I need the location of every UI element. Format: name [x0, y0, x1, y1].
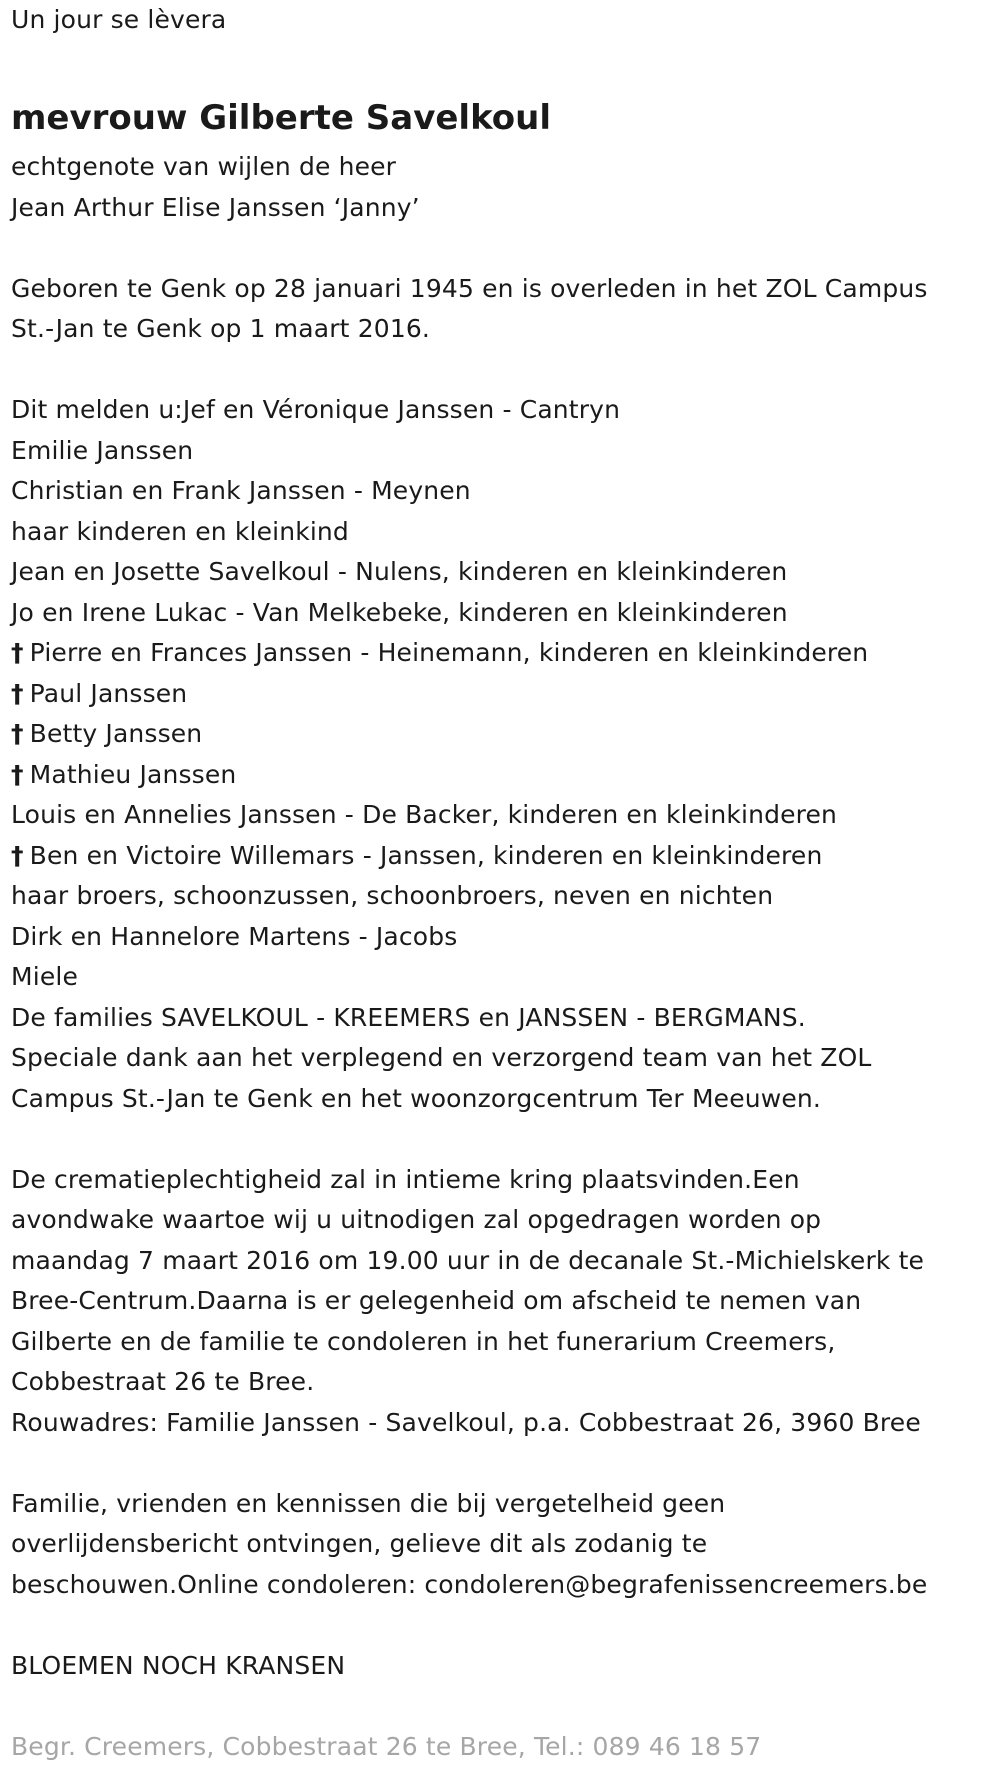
family-line-deceased — [11, 836, 996, 877]
ceremony-line: De crematieplechtigheid zal in intieme kring plaatsvinden.Een — [11, 1160, 996, 1201]
family-line: De families SAVELKOUL - KREEMERS en JANSSEN - BERGMANS. — [11, 998, 996, 1039]
spacer — [11, 1443, 996, 1484]
family-line: haar kinderen en kleinkind — [11, 512, 996, 553]
ceremony-line: maandag 7 maart 2016 om 19.00 uur in de decanale St.-Michielskerk te — [11, 1241, 996, 1282]
family-line-text: Pierre en Frances Janssen - Heinemann, kinderen en kleinkinderen — [30, 638, 869, 667]
funeral-home-footer: Begr. Creemers, Cobbestraat 26 te Bree, Tel.: 089 46 18 57 — [11, 1727, 996, 1767]
family-line: Dirk en Hannelore Martens - Jacobs — [11, 917, 996, 958]
family-line-text: Paul Janssen — [30, 679, 188, 708]
spacer — [11, 1119, 996, 1160]
family-line-deceased — [11, 633, 996, 674]
notice-line: beschouwen.Online condoleren: condoleren@begrafenissencreemers.be — [11, 1565, 996, 1606]
motto: Un jour se lèvera — [11, 0, 996, 41]
spacer — [11, 1686, 996, 1727]
ceremony-line: avondwake waartoe wij u uitnodigen zal opgedragen worden op — [11, 1200, 996, 1241]
cross-icon: † — [11, 841, 24, 870]
family-line: Christian en Frank Janssen - Meynen — [11, 471, 996, 512]
family-line: Jean en Josette Savelkoul - Nulens, kinderen en kleinkinderen — [11, 552, 996, 593]
cross-icon: † — [11, 679, 24, 708]
family-line-text: Ben en Victoire Willemars - Janssen, kinderen en kleinkinderen — [30, 841, 823, 870]
cross-icon: † — [11, 719, 24, 748]
cross-icon: † — [11, 638, 24, 667]
family-line: haar broers, schoonzussen, schoonbroers, neven en nichten — [11, 876, 996, 917]
family-line: Louis en Annelies Janssen - De Backer, kinderen en kleinkinderen — [11, 795, 996, 836]
family-line-deceased — [11, 674, 996, 715]
mourning-address: Rouwadres: Familie Janssen - Savelkoul, p.a. Cobbestraat 26, 3960 Bree — [11, 1403, 996, 1444]
obituary-page — [11, 0, 996, 1767]
notice-line: Familie, vrienden en kennissen die bij vergetelheid geen — [11, 1484, 996, 1525]
spouse-name: Jean Arthur Elise Janssen ‘Janny’ — [11, 188, 996, 229]
family-line-text: Betty Janssen — [30, 719, 203, 748]
ceremony-line: Bree-Centrum.Daarna is er gelegenheid om afscheid te nemen van — [11, 1281, 996, 1322]
deceased-name: mevrouw Gilberte Savelkoul — [11, 91, 996, 145]
birth-death-line: St.-Jan te Genk op 1 maart 2016. — [11, 309, 996, 350]
family-line: Emilie Janssen — [11, 431, 996, 472]
family-line-text: Mathieu Janssen — [30, 760, 237, 789]
family-line-deceased — [11, 755, 996, 796]
ceremony-line: Gilberte en de familie te condoleren in het funerarium Creemers, — [11, 1322, 996, 1363]
spacer — [11, 228, 996, 269]
notice-line: overlijdensbericht ontvingen, gelieve dit als zodanig te — [11, 1524, 996, 1565]
family-line: Miele — [11, 957, 996, 998]
family-line: Speciale dank aan het verplegend en verzorgend team van het ZOL — [11, 1038, 996, 1079]
birth-death-line: Geboren te Genk op 28 januari 1945 en is overleden in het ZOL Campus — [11, 269, 996, 310]
spouse-intro: echtgenote van wijlen de heer — [11, 147, 996, 188]
family-line: Dit melden u:Jef en Véronique Janssen - Cantryn — [11, 390, 996, 431]
ceremony-line: Cobbestraat 26 te Bree. — [11, 1362, 996, 1403]
family-line-deceased — [11, 714, 996, 755]
spacer — [11, 1605, 996, 1646]
flowers-notice: BLOEMEN NOCH KRANSEN — [11, 1646, 996, 1687]
family-line: Jo en Irene Lukac - Van Melkebeke, kinderen en kleinkinderen — [11, 593, 996, 634]
family-line: Campus St.-Jan te Genk en het woonzorgcentrum Ter Meeuwen. — [11, 1079, 996, 1120]
cross-icon: † — [11, 760, 24, 789]
spacer — [11, 350, 996, 391]
spacer — [11, 41, 996, 82]
